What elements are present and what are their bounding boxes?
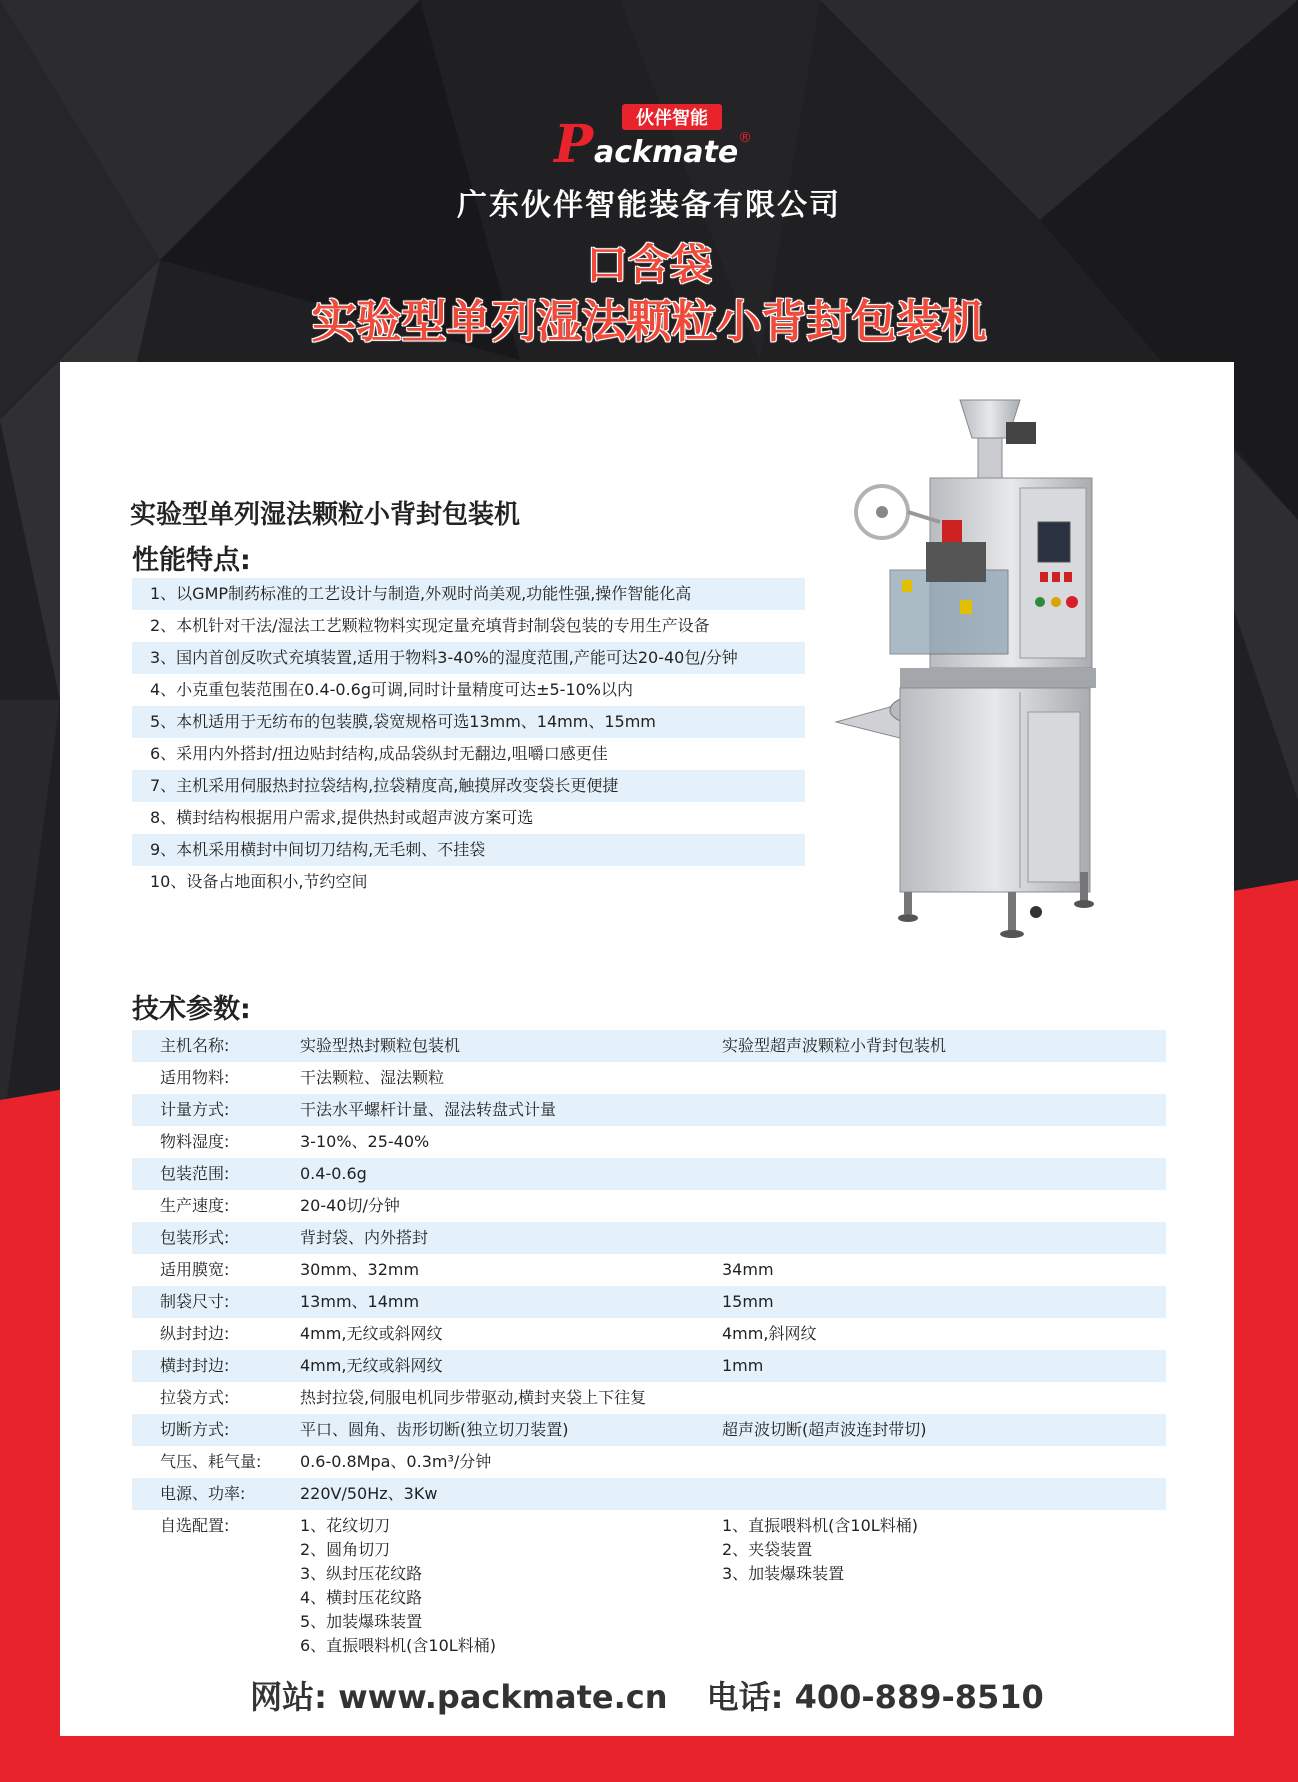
table-row (132, 1158, 1166, 1190)
svg-text:ackmate: ackmate (594, 135, 739, 170)
option-item: 3、加装爆珠装置 (722, 1564, 845, 1583)
specs-table (132, 1030, 1166, 1654)
table-row (132, 1382, 1166, 1414)
feature-item: 2、本机针对干法/湿法工艺颗粒物料实现定量充填背封制袋包装的专用生产设备 (150, 616, 710, 635)
title-line-1: 口含袋 (585, 240, 712, 289)
spec-value-alt: 超声波切断(超声波连封带切) (722, 1420, 927, 1439)
contact-footer (60, 1672, 1234, 1718)
features-heading: 性能特点: (132, 545, 251, 576)
spec-value-alt: 4mm,斜网纹 (722, 1324, 817, 1343)
option-item: 5、加装爆珠装置 (300, 1612, 423, 1631)
spec-label: 横封封边: (160, 1356, 230, 1375)
table-row (132, 1126, 1166, 1158)
option-item: 4、横封压花纹路 (300, 1588, 423, 1607)
spec-value: 0.6-0.8Mpa、0.3m³/分钟 (300, 1452, 492, 1471)
specs-heading: 技术参数: (132, 994, 251, 1025)
company-name: 广东伙伴智能装备有限公司 (457, 188, 841, 223)
spec-value: 4mm,无纹或斜网纹 (300, 1324, 443, 1343)
spec-label: 适用膜宽: (160, 1260, 230, 1279)
spec-value: 20-40切/分钟 (300, 1196, 400, 1215)
feature-item: 4、小克重包装范围在0.4-0.6g可调,同时计量精度可达±5-10%以内 (150, 680, 634, 699)
spec-value-alt: 15mm (722, 1292, 774, 1311)
spec-label: 主机名称: (160, 1036, 230, 1055)
spec-value: 干法颗粒、湿法颗粒 (300, 1068, 445, 1087)
feature-item: 7、主机采用伺服热封拉袋结构,拉袋精度高,触摸屏改变袋长更便捷 (132, 770, 805, 802)
spec-value-alt: 34mm (722, 1260, 774, 1279)
feature-item: 1、以GMP制药标准的工艺设计与制造,外观时尚美观,功能性强,操作智能化高 (132, 578, 805, 610)
spec-value-alt: 实验型超声波颗粒小背封包装机 (722, 1036, 947, 1055)
spec-label: 气压、耗气量: (160, 1452, 262, 1471)
option-item: 6、直振喂料机(含10L料桶) (300, 1636, 496, 1655)
feature-item: 9、本机采用横封中间切刀结构,无毛刺、不挂袋 (132, 834, 805, 866)
spec-label: 制袋尺寸: (160, 1292, 230, 1311)
table-row (132, 1446, 1166, 1478)
option-item: 2、夹袋装置 (722, 1540, 813, 1559)
spec-label: 切断方式: (160, 1420, 230, 1439)
spec-value: 干法水平螺杆计量、湿法转盘式计量 (300, 1100, 557, 1119)
phone-text: 电话: 400-889-8510 (706, 1678, 1044, 1716)
table-row (132, 1286, 1166, 1318)
feature-item: 5、本机适用于无纺布的包装膜,袋宽规格可选13mm、14mm、15mm (132, 706, 805, 738)
option-item: 1、花纹切刀 (300, 1516, 391, 1535)
spec-value: 0.4-0.6g (300, 1164, 367, 1183)
table-row (132, 1254, 1166, 1286)
spec-label: 物料湿度: (160, 1132, 230, 1151)
spec-label: 自选配置: (160, 1516, 230, 1535)
table-row (132, 1030, 1166, 1062)
spec-label: 纵封封边: (160, 1324, 230, 1343)
table-row (132, 1318, 1166, 1350)
header (0, 0, 1298, 360)
spec-value: 3-10%、25-40% (300, 1132, 430, 1151)
svg-text:P: P (554, 114, 594, 174)
option-item: 3、纵封压花纹路 (300, 1564, 423, 1583)
spec-value: 30mm、32mm (300, 1260, 420, 1279)
title-line-2: 实验型单列湿法颗粒小背封包装机 (311, 295, 987, 348)
spec-label: 电源、功率: (160, 1484, 246, 1503)
spec-value: 220V/50Hz、3Kw (300, 1484, 438, 1503)
svg-text:®: ® (738, 130, 752, 146)
table-row (132, 1190, 1166, 1222)
spec-value: 4mm,无纹或斜网纹 (300, 1356, 443, 1375)
spec-value: 13mm、14mm (300, 1292, 420, 1311)
option-item: 1、直振喂料机(含10L料桶) (722, 1516, 918, 1535)
feature-item: 10、设备占地面积小,节约空间 (150, 872, 368, 891)
website-text: 网站: www.packmate.cn (250, 1678, 668, 1716)
spec-label: 生产速度: (160, 1196, 230, 1215)
spec-value-alt: 1mm (722, 1356, 764, 1375)
spec-value: 背封袋、内外搭封 (300, 1228, 429, 1247)
table-row (132, 1222, 1166, 1254)
spec-value: 实验型热封颗粒包装机 (300, 1036, 461, 1055)
options-list-standard (300, 1514, 496, 1658)
options-list-ultrasonic (722, 1514, 918, 1586)
spec-label: 包装范围: (160, 1164, 230, 1183)
feature-item: 8、横封结构根据用户需求,提供热封或超声波方案可选 (150, 808, 534, 827)
spec-label: 适用物料: (160, 1068, 230, 1087)
product-name: 实验型单列湿法颗粒小背封包装机 (130, 500, 521, 530)
features-list (132, 578, 805, 898)
content-card (60, 362, 1234, 1736)
packmate-logo (548, 102, 760, 174)
table-row (132, 1094, 1166, 1126)
table-row (132, 1350, 1166, 1382)
options-row (132, 1510, 1166, 1654)
option-item: 2、圆角切刀 (300, 1540, 391, 1559)
feature-item: 6、采用内外搭封/扭边贴封结构,成品袋纵封无翻边,咀嚼口感更佳 (150, 744, 608, 763)
table-row (132, 1478, 1166, 1510)
machine-image (830, 392, 1210, 1000)
spec-value: 平口、圆角、齿形切断(独立切刀装置) (300, 1420, 569, 1439)
table-row (132, 1062, 1166, 1094)
spec-label: 拉袋方式: (160, 1388, 230, 1407)
table-row (132, 1414, 1166, 1446)
spec-value: 热封拉袋,伺服电机同步带驱动,横封夹袋上下往复 (300, 1388, 647, 1407)
feature-item: 3、国内首创反吹式充填装置,适用于物料3-40%的湿度范围,产能可达20-40包/分钟 (132, 642, 805, 674)
spec-label: 计量方式: (160, 1100, 230, 1119)
svg-text:伙伴智能: 伙伴智能 (636, 108, 708, 129)
spec-label: 包装形式: (160, 1228, 230, 1247)
